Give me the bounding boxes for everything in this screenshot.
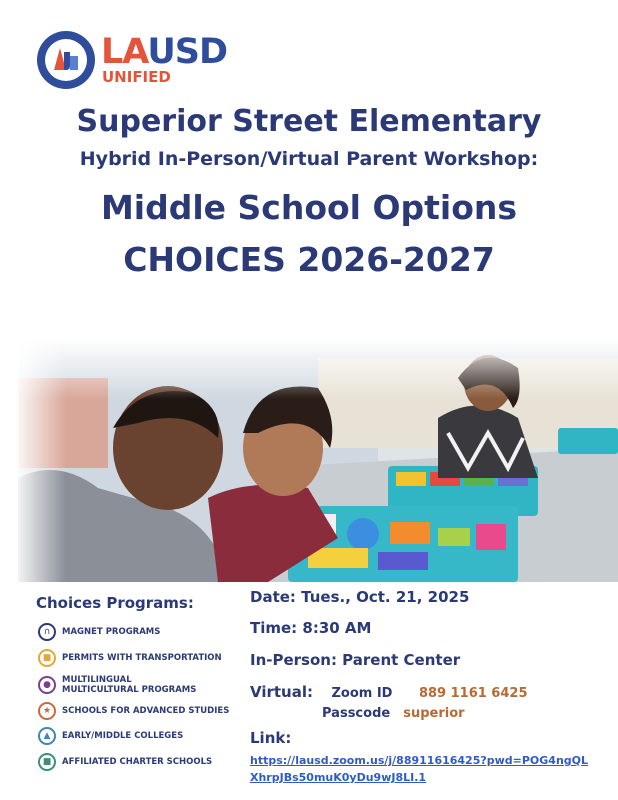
event-in-person: In-Person: Parent Center <box>250 651 461 669</box>
brand-la: LA <box>101 32 148 72</box>
brand-wordmark <box>101 34 227 70</box>
program-item-early-middle-colleges <box>38 725 183 747</box>
workshop-type: Hybrid In-Person/Virtual Parent Workshop: <box>79 148 539 170</box>
virtual-label: Virtual: <box>250 683 313 701</box>
brand-unified: UNIFIED <box>102 68 171 86</box>
programs-heading: Choices Programs: <box>36 594 194 612</box>
globe-icon: ● <box>38 676 56 694</box>
event-date: Date: Tues., Oct. 21, 2025 <box>250 588 470 606</box>
program-item-charter-schools <box>38 751 212 773</box>
brand-usd: USD <box>147 32 228 72</box>
program-item-magnet <box>38 621 160 643</box>
classroom-photo <box>18 338 618 582</box>
program-label: AFFILIATED CHARTER SCHOOLS <box>62 757 213 767</box>
lausd-logo <box>36 30 246 92</box>
passcode-label: Passcode <box>322 706 391 721</box>
program-label: SCHOOLS FOR ADVANCED STUDIES <box>62 706 230 716</box>
event-time: Time: 8:30 AM <box>250 619 372 637</box>
page-title: Middle School Options <box>100 188 518 227</box>
link-label: Link: <box>250 729 292 747</box>
passcode-value: superior <box>403 706 465 721</box>
star-icon: ★ <box>38 702 56 720</box>
zoom-id: 889 1161 6425 <box>418 686 528 701</box>
event-virtual <box>250 683 528 701</box>
program-label-line2: MULTICULTURAL PROGRAMS <box>62 685 197 695</box>
zoom-label: Zoom ID <box>331 686 393 701</box>
bus-icon: ■ <box>38 649 56 667</box>
program-label <box>62 675 196 695</box>
program-label: MAGNET PROGRAMS <box>62 627 161 637</box>
zoom-link[interactable]: https://lausd.zoom.us/j/88911616425?pwd=POG4ngQLXhrpJBs50muK0yDu9wJ8LI.1 <box>250 754 589 784</box>
program-item-multilingual <box>38 674 196 696</box>
program-item-advanced-studies <box>38 700 229 722</box>
program-label: PERMITS WITH TRANSPORTATION <box>62 653 222 663</box>
program-label: EARLY/MIDDLE COLLEGES <box>62 731 184 741</box>
page-subtitle: CHOICES 2026-2027 <box>123 240 495 279</box>
lausd-seal-icon <box>36 30 96 90</box>
program-label-line1: MULTILINGUAL <box>62 675 132 685</box>
school-name: Superior Street Elementary <box>76 104 542 139</box>
college-icon: ▲ <box>38 727 56 745</box>
program-item-permits <box>38 647 222 669</box>
magnet-icon: ∩ <box>38 623 56 641</box>
event-passcode <box>322 706 465 721</box>
school-icon: ■ <box>38 753 56 771</box>
